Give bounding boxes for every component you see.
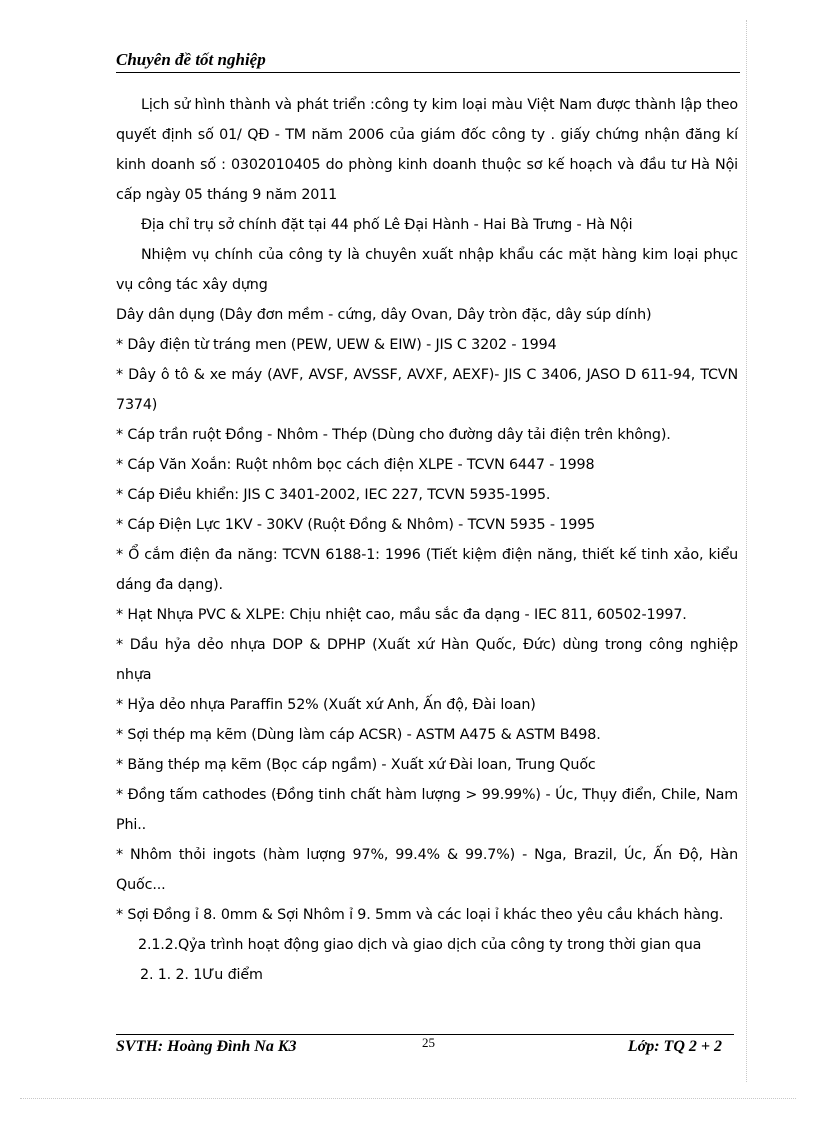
section-heading-advantages: 2. 1. 2. 1Ưu điểm [140,967,263,983]
paragraph-history: Lịch sử hình thành và phát triển :công ty kim loại màu Việt Nam được thành lập theo quyết định số 01/ QĐ - TM năm 2006 của giám đốc công ty . giấy chứng nhận đăng kí kinh doanh số : 0302010405 do phòng kinh doanh thuộc sơ kế hoạch và đầu tư Hà Nội cấp ngày 05 tháng 9 năm 2011 [116,97,738,203]
paragraph-product-civil-wire: Dây dân dụng (Dây đơn mềm - cứng, dây Ovan, Dây tròn đặc, dây súp dính) [116,307,652,323]
list-item: * Sợi thép mạ kẽm (Dùng làm cáp ACSR) - ASTM A475 & ASTM B498. [116,727,601,743]
footer-student-name: SVTH: Hoàng Đình Na K3 [116,1038,297,1055]
list-item: * Hỷa dẻo nhựa Paraffin 52% (Xuất xứ Anh, Ấn độ, Đài loan) [116,697,536,713]
header-title: Chuyên đề tốt nghiệp [116,50,266,69]
list-item: * Dây ô tô & xe máy (AVF, AVSF, AVSSF, AVXF, AEXF)- JIS C 3406, JASO D 611-94, TCVN 7374) [116,367,738,413]
list-item: * Dầu hỷa dẻo nhựa DOP & DPHP (Xuất xứ Hàn Quốc, Đức) dùng trong công nghiệp nhựa [116,637,738,683]
list-item: * Nhôm thỏi ingots (hàm lượng 97%, 99.4% & 99.7%) - Nga, Brazil, Úc, Ấn Độ, Hàn Quốc... [116,847,738,893]
list-item: * Sợi Đồng ỉ 8. 0mm & Sợi Nhôm ỉ 9. 5mm và các loại ỉ khác theo yêu cầu khách hàng. [116,907,724,923]
page-number: 25 [422,1035,435,1050]
list-item: * Dây điện từ tráng men (PEW, UEW & EIW) - JIS C 3202 - 1994 [116,337,557,353]
page-boundary-right [746,20,747,1082]
paragraph-mission: Nhiệm vụ chính của công ty là chuyên xuất nhập khẩu các mặt hàng kim loại phục vụ công tác xây dựng [116,247,738,293]
list-item: * Ổ cắm điện đa năng: TCVN 6188-1: 1996 (Tiết kiệm điện năng, thiết kế tinh xảo, kiểu dáng đa dạng). [116,547,738,593]
list-item: * Băng thép mạ kẽm (Bọc cáp ngầm) - Xuất xứ Đài loan, Trung Quốc [116,757,596,773]
footer-class-label: Lớp: TQ 2 + 2 [627,1038,722,1055]
document-body [116,90,738,990]
list-item: * Đồng tấm cathodes (Đồng tinh chất hàm lượng > 99.99%) - Úc, Thụy điển, Chile, Nam Phi.. [116,787,738,833]
list-item: * Hạt Nhựa PVC & XLPE: Chịu nhiệt cao, mầu sắc đa dạng - IEC 811, 60502-1997. [116,607,687,623]
section-heading-activity: 2.1.2.Qỷa trình hoạt động giao dịch và giao dịch của công ty trong thời gian qua [138,937,702,953]
paragraph-address: Địa chỉ trụ sở chính đặt tại 44 phố Lê Đại Hành - Hai Bà Trưng - Hà Nội [141,217,633,233]
header-rule [116,72,740,73]
list-item: * Cáp trần ruột Đồng - Nhôm - Thép (Dùng cho đường dây tải điện trên không). [116,427,671,443]
list-item: * Cáp Văn Xoắn: Ruột nhôm bọc cách điện XLPE - TCVN 6447 - 1998 [116,457,595,473]
list-item: * Cáp Điều khiển: JIS C 3401-2002, IEC 227, TCVN 5935-1995. [116,487,551,503]
page-boundary-bottom [20,1098,796,1099]
list-item: * Cáp Điện Lực 1KV - 30KV (Ruột Đồng & Nhôm) - TCVN 5935 - 1995 [116,517,596,533]
